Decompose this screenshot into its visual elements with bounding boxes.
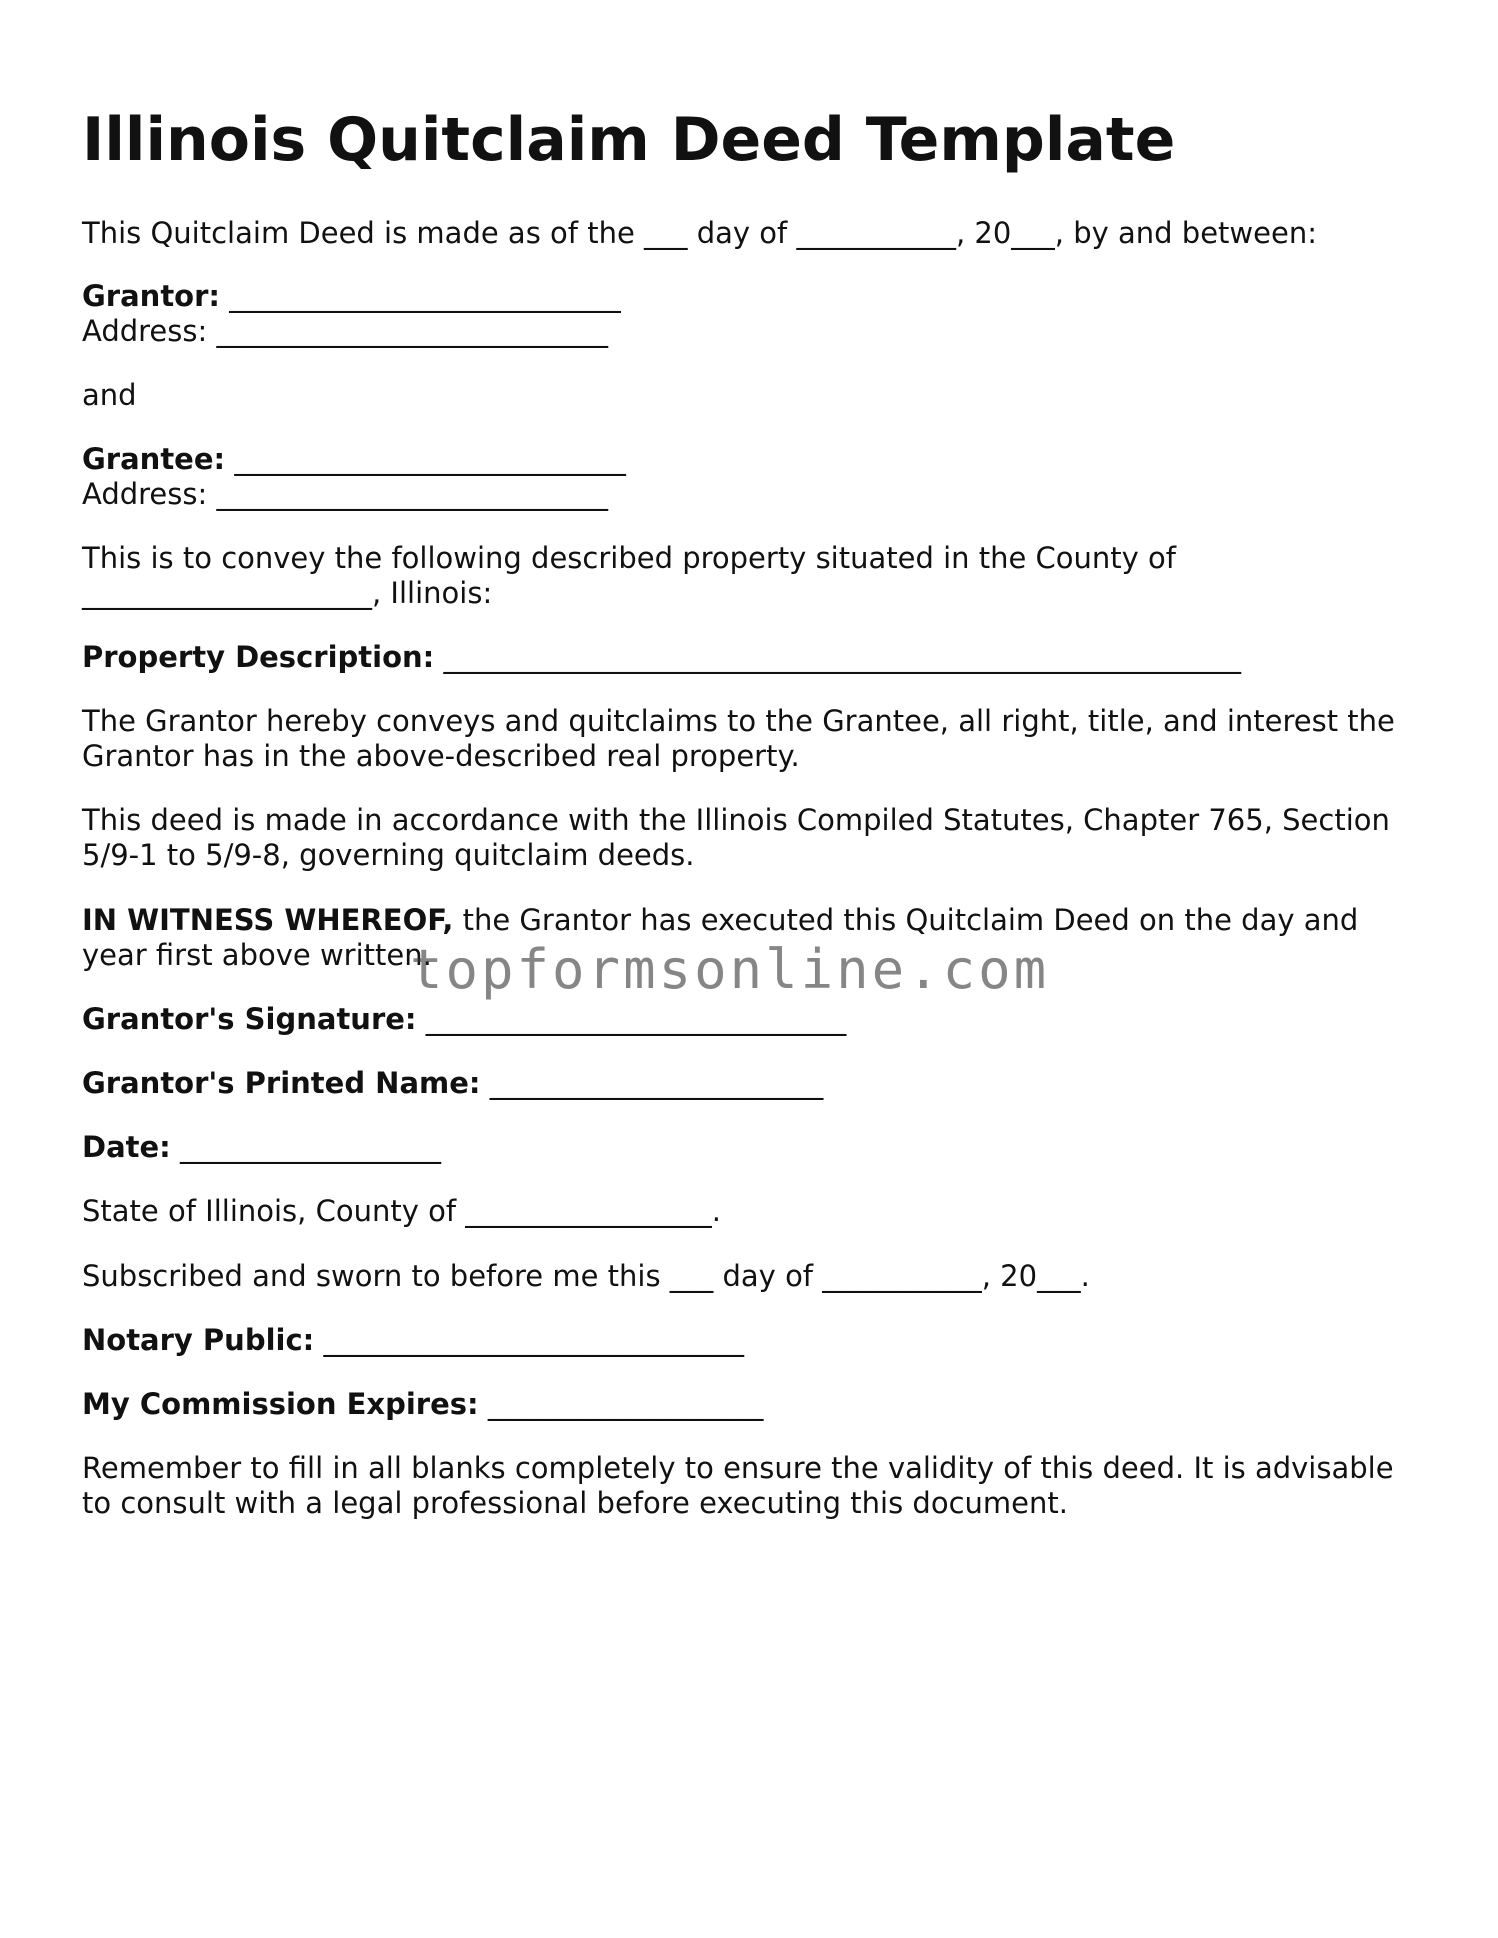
witness-label: IN WITNESS WHEREOF,	[82, 903, 454, 937]
grantor-printed-name-label: Grantor's Printed Name:	[82, 1066, 481, 1100]
convey-paragraph: This is to convey the following described property situated in the County of ____________________, Illinois:	[82, 541, 1177, 610]
notary-public-blank: _____________________________	[314, 1323, 744, 1357]
date-line	[82, 1130, 1422, 1165]
grantee-blank: ___________________________	[225, 442, 626, 476]
grantee-section	[82, 442, 1422, 512]
commission-expires-label: My Commission Expires:	[82, 1387, 479, 1421]
grantor-blank: ___________________________	[220, 279, 621, 313]
grantor-section	[82, 279, 1422, 349]
watermark-text: topformsonline.com	[410, 938, 1050, 1001]
property-description-blank: _______________________________________________________	[434, 640, 1241, 674]
date-blank: __________________	[170, 1130, 441, 1164]
grantee-line	[82, 442, 1422, 477]
grantor-printed-name-blank: _______________________	[480, 1066, 824, 1100]
intro-line: This Quitclaim Deed is made as of the ___ day of ___________, 20___, by and between:	[82, 216, 1317, 250]
grantor-address: Address: ___________________________	[82, 314, 608, 348]
and-text: and	[82, 378, 137, 412]
statute-paragraph: This deed is made in accordance with the Illinois Compiled Statutes, Chapter 765, Section 5/9-1 to 5/9-8, governing quitclaim deeds.	[82, 803, 1390, 872]
witness-text: the Grantor has executed this Quitclaim Deed on the day and year first above written.	[82, 903, 1359, 972]
property-description-line	[82, 640, 1422, 675]
grantor-line	[82, 279, 1422, 314]
conveys-paragraph: The Grantor hereby conveys and quitclaims to the Grantee, all right, title, and interest the Grantor has in the above-described real property.	[82, 704, 1395, 773]
grantor-signature-label: Grantor's Signature:	[82, 1002, 417, 1036]
notary-public-label: Notary Public:	[82, 1323, 315, 1357]
grantee-label: Grantee:	[82, 442, 226, 476]
grantor-label: Grantor:	[82, 279, 221, 313]
sworn-line: Subscribed and sworn to before me this ___ day of ___________, 20___.	[82, 1259, 1090, 1293]
grantor-signature-blank: _____________________________	[416, 1002, 847, 1036]
reminder-paragraph: Remember to fill in all blanks completely to ensure the validity of this deed. It is advisable to consult with a legal professional before executing this document.	[82, 1451, 1394, 1520]
grantor-printed-name-line	[82, 1066, 1422, 1101]
state-county-line: State of Illinois, County of _________________.	[82, 1194, 721, 1228]
grantee-address: Address: ___________________________	[82, 477, 608, 511]
notary-public-line	[82, 1323, 1422, 1358]
date-label: Date:	[82, 1130, 171, 1164]
grantor-signature-line	[82, 1002, 1422, 1037]
commission-expires-blank: ___________________	[478, 1387, 764, 1421]
witness-paragraph	[82, 903, 1422, 973]
document-title: Illinois Quitclaim Deed Template	[82, 105, 1176, 175]
commission-expires-line	[82, 1387, 1422, 1422]
property-description-label: Property Description:	[82, 640, 435, 674]
